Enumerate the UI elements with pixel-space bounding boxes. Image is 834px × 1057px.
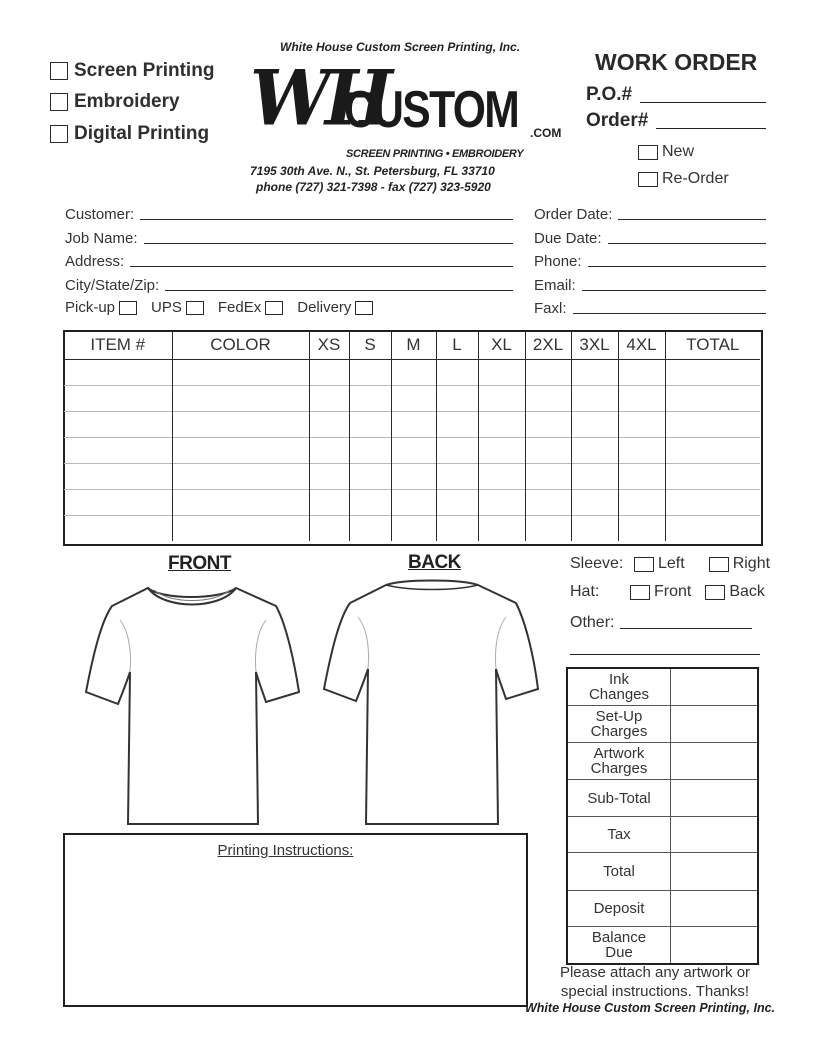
size-table-cell[interactable]	[525, 360, 571, 386]
charges-value-cell[interactable]	[671, 780, 759, 817]
order-line[interactable]	[656, 128, 766, 129]
col-m: M	[391, 331, 436, 360]
size-table-cell[interactable]	[64, 464, 172, 490]
po-label: P.O.#	[586, 84, 633, 105]
service-embroidery[interactable]	[50, 91, 180, 113]
job-name-line[interactable]	[144, 243, 513, 244]
size-table-cell[interactable]	[571, 464, 618, 490]
charges-label-line-2: Charges	[590, 723, 648, 740]
charges-label-line-2: Due	[605, 944, 633, 961]
back-tshirt-icon	[320, 575, 545, 830]
size-table-cell[interactable]	[665, 386, 760, 412]
sleeve-right-checkbox[interactable]	[709, 557, 729, 572]
size-table-cell[interactable]	[309, 464, 349, 490]
footer-note	[530, 963, 780, 1001]
ups-checkbox[interactable]	[186, 301, 204, 315]
charges-label	[567, 668, 671, 706]
email-field[interactable]	[534, 277, 766, 294]
job-name-label: Job Name:	[65, 230, 138, 247]
front-label: FRONT	[168, 553, 231, 574]
size-table-cell[interactable]	[349, 464, 391, 490]
size-table-cell[interactable]	[391, 438, 436, 464]
size-table-row	[64, 464, 760, 490]
phone-label: Phone:	[534, 253, 582, 270]
fedex-option[interactable]	[218, 299, 283, 316]
due-date-field[interactable]	[534, 230, 766, 247]
size-table-cell[interactable]	[618, 386, 665, 412]
size-table-row	[64, 360, 760, 386]
size-table-cell[interactable]	[478, 490, 525, 516]
customer-label: Customer:	[65, 206, 135, 223]
fedex-checkbox[interactable]	[265, 301, 283, 315]
charges-label-line-2: Charges	[590, 760, 648, 777]
embroidery-label: Embroidery	[74, 91, 180, 112]
new-option[interactable]	[638, 143, 694, 161]
size-table	[64, 331, 760, 541]
phone-line[interactable]	[588, 266, 766, 267]
email-label: Email:	[534, 277, 576, 294]
size-table-cell[interactable]	[571, 412, 618, 438]
delivery-checkbox[interactable]	[355, 301, 373, 315]
charges-row	[567, 853, 758, 891]
charges-row	[567, 891, 758, 927]
size-table-cell[interactable]	[172, 412, 309, 438]
col-xs: XS	[309, 331, 349, 360]
screen-printing-checkbox[interactable]	[50, 62, 68, 80]
po-number-field[interactable]	[586, 84, 766, 106]
digital-printing-checkbox[interactable]	[50, 125, 68, 143]
charges-label-line-1: Ink	[608, 671, 629, 688]
size-table-cell[interactable]	[665, 360, 760, 386]
size-table-cell[interactable]	[349, 438, 391, 464]
delivery-options	[65, 299, 373, 316]
fax-line[interactable]	[573, 313, 766, 314]
job-name-field[interactable]	[65, 230, 513, 247]
address-line[interactable]	[130, 266, 513, 267]
company-address: 7195 30th Ave. N., St. Petersburg, FL 33710	[250, 164, 495, 178]
due-date-label: Due Date:	[534, 230, 602, 247]
col-xl: XL	[478, 331, 525, 360]
size-table-cell[interactable]	[172, 438, 309, 464]
charges-row	[567, 743, 758, 780]
size-table-cell[interactable]	[391, 386, 436, 412]
new-checkbox[interactable]	[638, 145, 658, 160]
screen-printing-label: Screen Printing	[74, 60, 215, 81]
size-table-cell[interactable]	[525, 412, 571, 438]
service-digital-printing[interactable]	[50, 123, 209, 145]
fedex-label: FedEx	[217, 299, 262, 316]
size-table-cell[interactable]	[525, 516, 571, 542]
reorder-option[interactable]	[638, 170, 729, 188]
charges-value-cell[interactable]	[671, 743, 759, 780]
pickup-option[interactable]	[65, 299, 137, 316]
po-line[interactable]	[640, 102, 766, 103]
hat-front-label: Front	[654, 583, 692, 600]
size-table-cell[interactable]	[525, 490, 571, 516]
size-table-cell[interactable]	[436, 386, 478, 412]
email-line[interactable]	[582, 290, 766, 291]
size-table-cell[interactable]	[391, 360, 436, 386]
other-label: Other:	[570, 614, 615, 631]
size-table-row	[64, 438, 760, 464]
size-table-row	[64, 516, 760, 542]
pickup-label: Pick-up	[65, 299, 116, 316]
size-table-cell[interactable]	[172, 386, 309, 412]
col-color: COLOR	[172, 331, 309, 360]
size-table-cell[interactable]	[525, 464, 571, 490]
size-table-cell[interactable]	[571, 516, 618, 542]
size-table-cell[interactable]	[391, 516, 436, 542]
order-date-line[interactable]	[618, 219, 766, 220]
size-table-cell[interactable]	[571, 438, 618, 464]
charges-label-line-1: Deposit	[593, 900, 645, 917]
size-table-cell[interactable]	[64, 438, 172, 464]
charges-value-cell[interactable]	[671, 853, 759, 891]
hat-row	[570, 583, 765, 601]
size-table-cell[interactable]	[478, 386, 525, 412]
size-table-row	[64, 490, 760, 516]
fax-label: Faxl:	[534, 300, 567, 317]
charges-label-line-1: Artwork	[593, 745, 645, 762]
company-phone-fax: phone (727) 321-7398 - fax (727) 323-5920	[256, 180, 491, 194]
size-table-cell[interactable]	[618, 516, 665, 542]
sleeve-left-label: Left	[658, 555, 685, 572]
size-table-cell[interactable]	[309, 490, 349, 516]
size-table-cell[interactable]	[436, 438, 478, 464]
logo-com-text: .COM	[530, 126, 562, 140]
charges-label	[567, 891, 671, 927]
footer-line-2: special instructions. Thanks!	[560, 983, 750, 1000]
size-table-cell[interactable]	[436, 464, 478, 490]
size-table-cell[interactable]	[349, 412, 391, 438]
col-l: L	[436, 331, 478, 360]
sleeve-left-checkbox[interactable]	[634, 557, 654, 572]
logo-tagline: SCREEN PRINTING • EMBROIDERY	[346, 148, 524, 160]
footer-company: White House Custom Screen Printing, Inc.	[525, 1001, 776, 1015]
back-label: BACK	[408, 552, 461, 573]
size-table-cell[interactable]	[478, 516, 525, 542]
size-table-row	[64, 412, 760, 438]
charges-value-cell[interactable]	[671, 706, 759, 743]
due-date-line[interactable]	[608, 243, 766, 244]
charges-value-cell[interactable]	[671, 817, 759, 853]
charges-table	[566, 667, 759, 965]
city-state-zip-field[interactable]	[65, 277, 513, 294]
other-line-2[interactable]	[570, 654, 760, 655]
hat-back-checkbox[interactable]	[705, 585, 725, 600]
size-table-cell[interactable]	[172, 464, 309, 490]
size-table-cell[interactable]	[349, 386, 391, 412]
size-table-cell[interactable]	[665, 516, 760, 542]
charges-label-line-1: Sub-Total	[587, 789, 651, 807]
delivery-label: Delivery	[297, 299, 352, 316]
charges-label-line-1: Balance	[591, 929, 647, 946]
work-order-title: WORK ORDER	[595, 49, 758, 75]
size-table-cell[interactable]	[571, 490, 618, 516]
charges-label	[567, 743, 671, 780]
company-name-header: White House Custom Screen Printing, Inc.	[280, 40, 521, 54]
city-state-zip-label: City/State/Zip:	[65, 277, 160, 294]
charges-value-cell[interactable]	[671, 927, 759, 965]
logo-custom-text: CUSTOM	[344, 81, 519, 139]
size-table-cell[interactable]	[349, 516, 391, 542]
size-table-cell[interactable]	[436, 516, 478, 542]
size-table-cell[interactable]	[391, 490, 436, 516]
ups-option[interactable]	[151, 299, 204, 316]
order-date-label: Order Date:	[534, 206, 613, 223]
size-table-cell[interactable]	[618, 412, 665, 438]
pickup-checkbox[interactable]	[119, 301, 137, 315]
size-table-cell[interactable]	[665, 490, 760, 516]
charges-value-cell[interactable]	[671, 891, 759, 927]
front-tshirt-icon	[80, 580, 305, 830]
charges-label	[567, 706, 671, 743]
sleeve-row	[570, 555, 770, 573]
ups-label: UPS	[151, 299, 182, 316]
charges-label	[567, 817, 671, 853]
size-table-cell[interactable]	[665, 412, 760, 438]
size-table-cell[interactable]	[665, 464, 760, 490]
size-table-cell[interactable]	[618, 464, 665, 490]
size-table-cell[interactable]	[478, 412, 525, 438]
size-table-cell[interactable]	[478, 360, 525, 386]
size-table-cell[interactable]	[436, 412, 478, 438]
hat-label: Hat:	[570, 583, 600, 600]
city-state-zip-line[interactable]	[165, 290, 513, 291]
charges-label-line-2: Changes	[588, 686, 650, 703]
size-table-cell[interactable]	[309, 412, 349, 438]
logo-wh-mark: WH	[250, 52, 387, 143]
size-table-cell[interactable]	[64, 360, 172, 386]
size-table-cell[interactable]	[436, 490, 478, 516]
size-table-cell[interactable]	[64, 386, 172, 412]
address-field[interactable]	[65, 253, 513, 270]
size-table-cell[interactable]	[478, 438, 525, 464]
size-table-cell[interactable]	[309, 516, 349, 542]
size-table-cell[interactable]	[349, 360, 391, 386]
customer-field[interactable]	[65, 206, 513, 223]
hat-back-label: Back	[729, 583, 765, 600]
delivery-option[interactable]	[297, 299, 373, 316]
reorder-checkbox[interactable]	[638, 172, 658, 187]
size-table-cell[interactable]	[64, 490, 172, 516]
charges-row	[567, 817, 758, 853]
size-table-cell[interactable]	[172, 490, 309, 516]
size-table-cell[interactable]	[478, 464, 525, 490]
order-number-field[interactable]	[586, 110, 766, 132]
size-table-cell[interactable]	[309, 360, 349, 386]
size-table-cell[interactable]	[391, 464, 436, 490]
customer-line[interactable]	[140, 219, 513, 220]
address-label: Address:	[65, 253, 125, 270]
phone-field[interactable]	[534, 253, 766, 270]
order-label: Order#	[586, 110, 649, 131]
charges-label	[567, 780, 671, 817]
size-table-cell[interactable]	[665, 438, 760, 464]
size-table-row	[64, 386, 760, 412]
size-table-cell[interactable]	[172, 516, 309, 542]
service-screen-printing[interactable]	[50, 60, 214, 82]
col-2xl: 2XL	[525, 331, 571, 360]
charges-row	[567, 780, 758, 817]
size-table-cell[interactable]	[525, 386, 571, 412]
size-table-cell[interactable]	[571, 360, 618, 386]
other-field[interactable]	[570, 614, 752, 632]
size-table-cell[interactable]	[349, 490, 391, 516]
sleeve-right-label: Right	[732, 555, 771, 572]
size-table-cell[interactable]	[309, 386, 349, 412]
hat-front-checkbox[interactable]	[630, 585, 650, 600]
size-table-cell[interactable]	[391, 412, 436, 438]
col-item: ITEM #	[64, 331, 172, 360]
embroidery-checkbox[interactable]	[50, 93, 68, 111]
size-table-cell[interactable]	[436, 360, 478, 386]
size-table-cell[interactable]	[618, 360, 665, 386]
size-table-cell[interactable]	[172, 360, 309, 386]
footer-line-1: Please attach any artwork or	[559, 964, 751, 981]
company-logo-block	[250, 40, 570, 200]
charges-label	[567, 927, 671, 965]
digital-printing-label: Digital Printing	[74, 123, 210, 144]
size-table-cell[interactable]	[525, 438, 571, 464]
size-table-header-row	[64, 331, 760, 360]
size-table-cell[interactable]	[571, 386, 618, 412]
charges-value-cell[interactable]	[671, 668, 759, 706]
size-table-cell[interactable]	[64, 516, 172, 542]
col-total: TOTAL	[665, 331, 760, 360]
charges-label-line-1: Set-Up	[595, 708, 643, 725]
col-4xl: 4XL	[618, 331, 665, 360]
new-label: New	[662, 143, 695, 160]
printing-instructions-label: Printing Instructions:	[217, 842, 354, 859]
order-date-field[interactable]	[534, 206, 766, 223]
size-table-cell[interactable]	[309, 438, 349, 464]
charges-row	[567, 706, 758, 743]
charges-label	[567, 853, 671, 891]
size-table-cell[interactable]	[64, 412, 172, 438]
charges-row	[567, 668, 758, 706]
size-table-cell[interactable]	[618, 490, 665, 516]
size-table-cell[interactable]	[618, 438, 665, 464]
other-line[interactable]	[620, 628, 752, 629]
printing-instructions-box[interactable]	[63, 833, 528, 1007]
charges-label-line-1: Tax	[607, 826, 631, 843]
fax-field[interactable]	[534, 300, 766, 317]
sleeve-label: Sleeve:	[570, 555, 624, 572]
col-s: S	[349, 331, 391, 360]
col-3xl: 3XL	[571, 331, 618, 360]
charges-label-line-1: Total	[603, 863, 635, 880]
reorder-label: Re-Order	[662, 170, 729, 187]
charges-row	[567, 927, 758, 965]
